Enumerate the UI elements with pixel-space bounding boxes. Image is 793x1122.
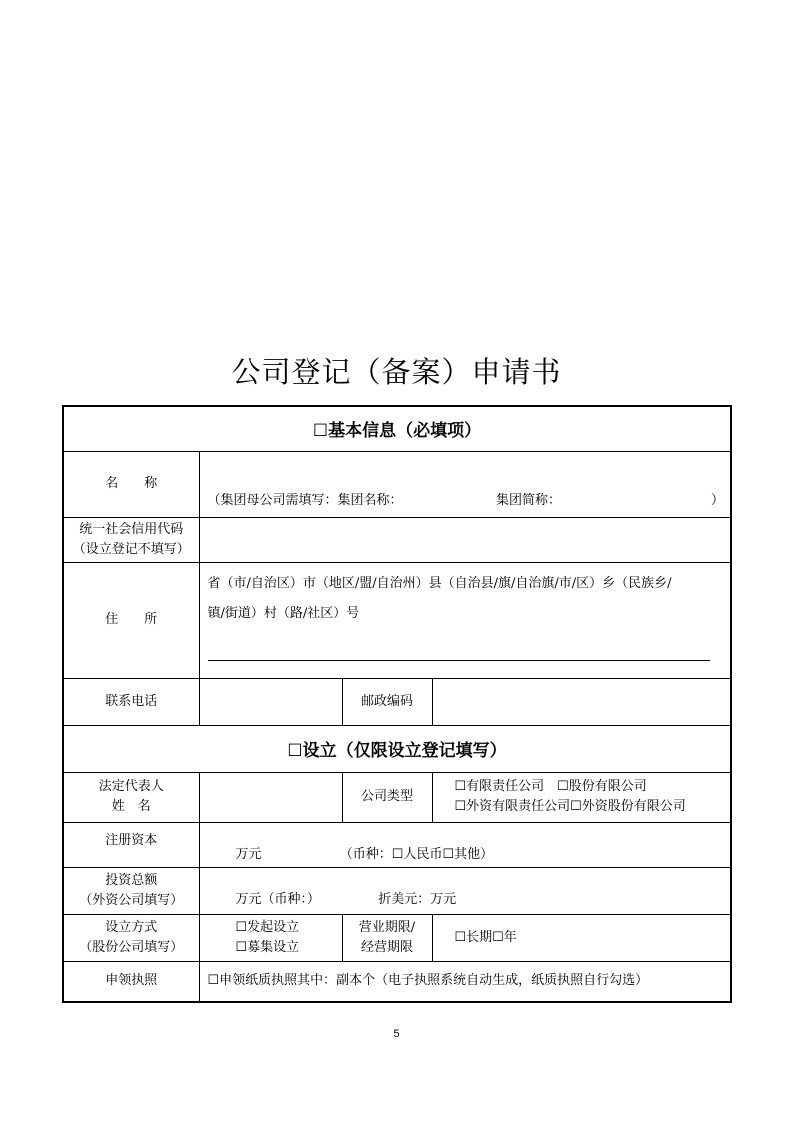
investment-row <box>63 867 731 914</box>
credit-code-field[interactable] <box>199 517 731 562</box>
term-field[interactable]: ☐长期☐年 <box>432 914 731 961</box>
name-label-text: 名 称 <box>105 476 158 491</box>
license-field[interactable]: ☐申领纸质执照其中：副本个（电子执照系统自动生成，纸质执照自行勾选） <box>199 961 731 1002</box>
registration-form <box>62 405 732 1003</box>
legal-rep-row <box>63 772 731 822</box>
phone-field[interactable] <box>199 678 342 725</box>
contact-row <box>63 678 731 725</box>
setup-option-raise[interactable]: ☐募集设立 <box>235 939 300 955</box>
setup-option-promote[interactable]: ☐发起设立 <box>235 919 300 935</box>
capital-label: 注册资本 <box>63 822 199 867</box>
capital-row <box>63 822 731 867</box>
investment-label-line2: （外资公司填写） <box>79 892 184 908</box>
legal-rep-label-line1: 法定代表人 <box>98 779 164 794</box>
capital-currency: （币种：☐人民币☐其他） <box>339 846 494 862</box>
investment-unit: 万元（币种：） <box>235 891 321 907</box>
address-row <box>63 562 731 678</box>
term-label-line2: 经营期限 <box>360 939 413 955</box>
address-field[interactable] <box>199 562 731 678</box>
section-setup-header[interactable]: ☐设立（仅限设立登记填写） <box>63 725 731 772</box>
page-title: 公司登记（备案）申请书 <box>231 355 562 389</box>
setup-method-label-line1: 设立方式 <box>105 919 158 935</box>
credit-code-label-line1: 统一社会信用代码 <box>79 521 184 537</box>
legal-rep-label-line2: 姓 名 <box>111 799 151 814</box>
setup-method-row <box>63 914 731 961</box>
group-name-note: （集团母公司需填写：集团名称： <box>207 492 403 508</box>
phone-label: 联系电话 <box>63 678 199 725</box>
term-label <box>342 914 432 961</box>
setup-method-label-line2: （股份公司填写） <box>79 939 184 955</box>
company-type-options <box>432 772 731 822</box>
section-basic-header[interactable]: ☐基本信息（必填项） <box>63 406 731 451</box>
page-number: 5 <box>393 1028 400 1040</box>
group-close-paren: ） <box>710 492 724 508</box>
company-type-label: 公司类型 <box>342 772 432 822</box>
legal-rep-label <box>63 772 199 822</box>
group-short-note: 集团简称： <box>495 492 561 508</box>
postal-label: 邮政编码 <box>342 678 432 725</box>
credit-code-label <box>63 517 199 562</box>
credit-code-label-line2: （设立登记不填写） <box>72 541 190 557</box>
investment-usd: 折美元：万元 <box>378 891 457 907</box>
name-label <box>63 451 199 517</box>
legal-rep-field[interactable] <box>199 772 342 822</box>
postal-field[interactable] <box>432 678 731 725</box>
capital-unit: 万元 <box>235 846 262 862</box>
section-basic-row <box>63 406 731 451</box>
setup-method-label <box>63 914 199 961</box>
address-underline <box>208 659 711 661</box>
address-line2: 镇/街道）村（路/社区）号 <box>207 605 360 621</box>
license-label: 申领执照 <box>63 961 199 1002</box>
address-label-text: 住 所 <box>105 612 158 627</box>
company-type-line2[interactable]: ☐外资有限责任公司☐外资股份有限公司 <box>454 799 686 814</box>
capital-field[interactable] <box>199 822 731 867</box>
credit-code-row <box>63 517 731 562</box>
name-field[interactable] <box>199 451 731 517</box>
investment-label <box>63 867 199 914</box>
section-setup-row <box>63 725 731 772</box>
address-label <box>63 562 199 678</box>
license-row <box>63 961 731 1002</box>
term-label-line1: 营业期限/ <box>358 919 416 935</box>
investment-label-line1: 投资总额 <box>105 872 158 888</box>
company-type-line1[interactable]: ☐有限责任公司 ☐股份有限公司 <box>454 779 647 794</box>
investment-field[interactable] <box>199 867 731 914</box>
name-row <box>63 451 731 517</box>
address-line1: 省（市/自治区）市（地区/盟/自治州）县（自治县/旗/自治旗/市/区）乡（民族乡/ <box>207 575 672 591</box>
setup-method-options <box>199 914 342 961</box>
